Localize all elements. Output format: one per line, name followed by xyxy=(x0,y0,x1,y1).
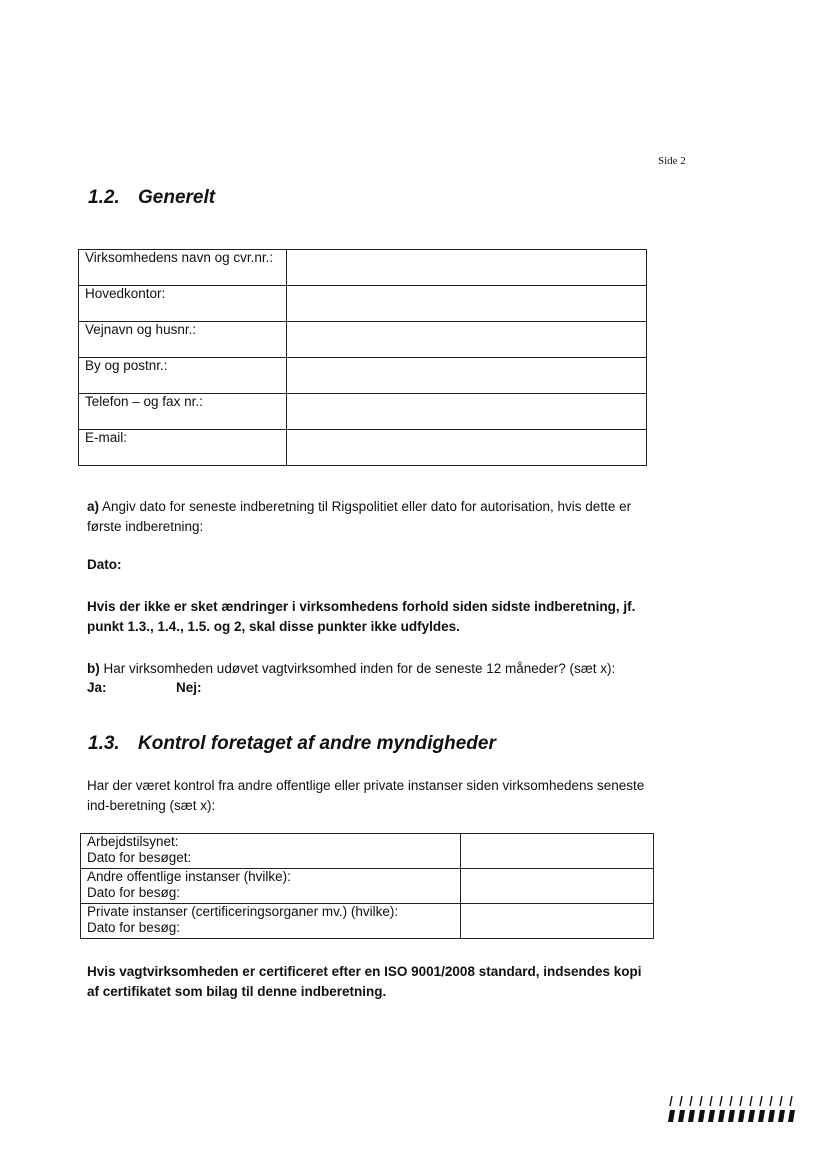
table-row xyxy=(81,904,654,939)
question-b xyxy=(87,659,647,679)
section-title: Generelt xyxy=(138,187,216,208)
row-label: Telefon – og fax nr.: xyxy=(79,394,287,430)
section-heading-generelt xyxy=(88,187,215,209)
authority-control-table xyxy=(80,833,654,939)
company-name-field[interactable] xyxy=(287,250,647,286)
company-info-table xyxy=(78,249,647,466)
question-a xyxy=(87,497,647,537)
section-heading-kontrol xyxy=(88,733,496,755)
row-label: Virksomhedens navn og cvr.nr.: xyxy=(79,250,287,286)
row-label xyxy=(81,904,461,939)
row-label-line2: Dato for besøg: xyxy=(87,884,181,900)
table-row xyxy=(81,869,654,904)
barcode-icon xyxy=(667,1093,799,1123)
kontrol-intro: Har der været kontrol fra andre offentlige eller private instanser siden virksomhedens seneste ind-beretning (sæt x): xyxy=(87,778,645,813)
nej-label: Nej: xyxy=(176,680,202,695)
street-field[interactable] xyxy=(287,322,647,358)
email-field[interactable] xyxy=(287,430,647,466)
page-number: Side 2 xyxy=(658,155,686,167)
iso-certificate-note: Hvis vagtvirksomheden er certificeret efter en ISO 9001/2008 standard, indsendes kopi af certifikatet som bilag til denne indberetning. xyxy=(87,964,642,999)
row-label-line1: Arbejdstilsynet: xyxy=(87,834,179,849)
row-label xyxy=(81,834,461,869)
question-a-prefix: a) xyxy=(87,499,100,514)
phone-fax-field[interactable] xyxy=(287,394,647,430)
row-label-line2: Dato for besøget: xyxy=(87,849,192,865)
no-changes-note: Hvis der ikke er sket ændringer i virksomhedens forhold siden sidste indberetning, jf. punkt 1.3., 1.4., 1.5. og 2, skal disse punkter ikke udfyldes. xyxy=(87,599,636,634)
table-row xyxy=(81,834,654,869)
row-label xyxy=(81,869,461,904)
row-label: Hovedkontor: xyxy=(79,286,287,322)
row-label: By og postnr.: xyxy=(79,358,287,394)
city-postal-field[interactable] xyxy=(287,358,647,394)
head-office-field[interactable] xyxy=(287,286,647,322)
ja-label: Ja: xyxy=(87,680,107,695)
section-number: 1.2. xyxy=(88,187,120,208)
table-row xyxy=(79,430,647,466)
row-label: Vejnavn og husnr.: xyxy=(79,322,287,358)
question-b-text: Har virksomheden udøvet vagtvirksomhed inden for de seneste 12 måneder? (sæt x): xyxy=(103,661,616,676)
arbejdstilsynet-field[interactable] xyxy=(461,834,654,869)
dato-label: Dato: xyxy=(87,557,122,572)
row-label-line1: Andre offentlige instanser (hvilke): xyxy=(87,869,291,884)
row-label-line1: Private instanser (certificeringsorganer mv.) (hvilke): xyxy=(87,904,399,919)
row-label: E-mail: xyxy=(79,430,287,466)
section-number: 1.3. xyxy=(88,733,120,754)
question-a-text: Angiv dato for seneste indberetning til Rigspolitiet eller dato for autorisation, hvis dette er første indberetning: xyxy=(87,499,632,534)
table-row xyxy=(79,394,647,430)
question-b-prefix: b) xyxy=(87,661,100,676)
table-row xyxy=(79,358,647,394)
table-row xyxy=(79,286,647,322)
row-label-line2: Dato for besøg: xyxy=(87,919,181,935)
table-row xyxy=(79,322,647,358)
public-authorities-field[interactable] xyxy=(461,869,654,904)
table-row xyxy=(79,250,647,286)
private-authorities-field[interactable] xyxy=(461,904,654,939)
section-title: Kontrol foretaget af andre myndigheder xyxy=(138,733,496,754)
